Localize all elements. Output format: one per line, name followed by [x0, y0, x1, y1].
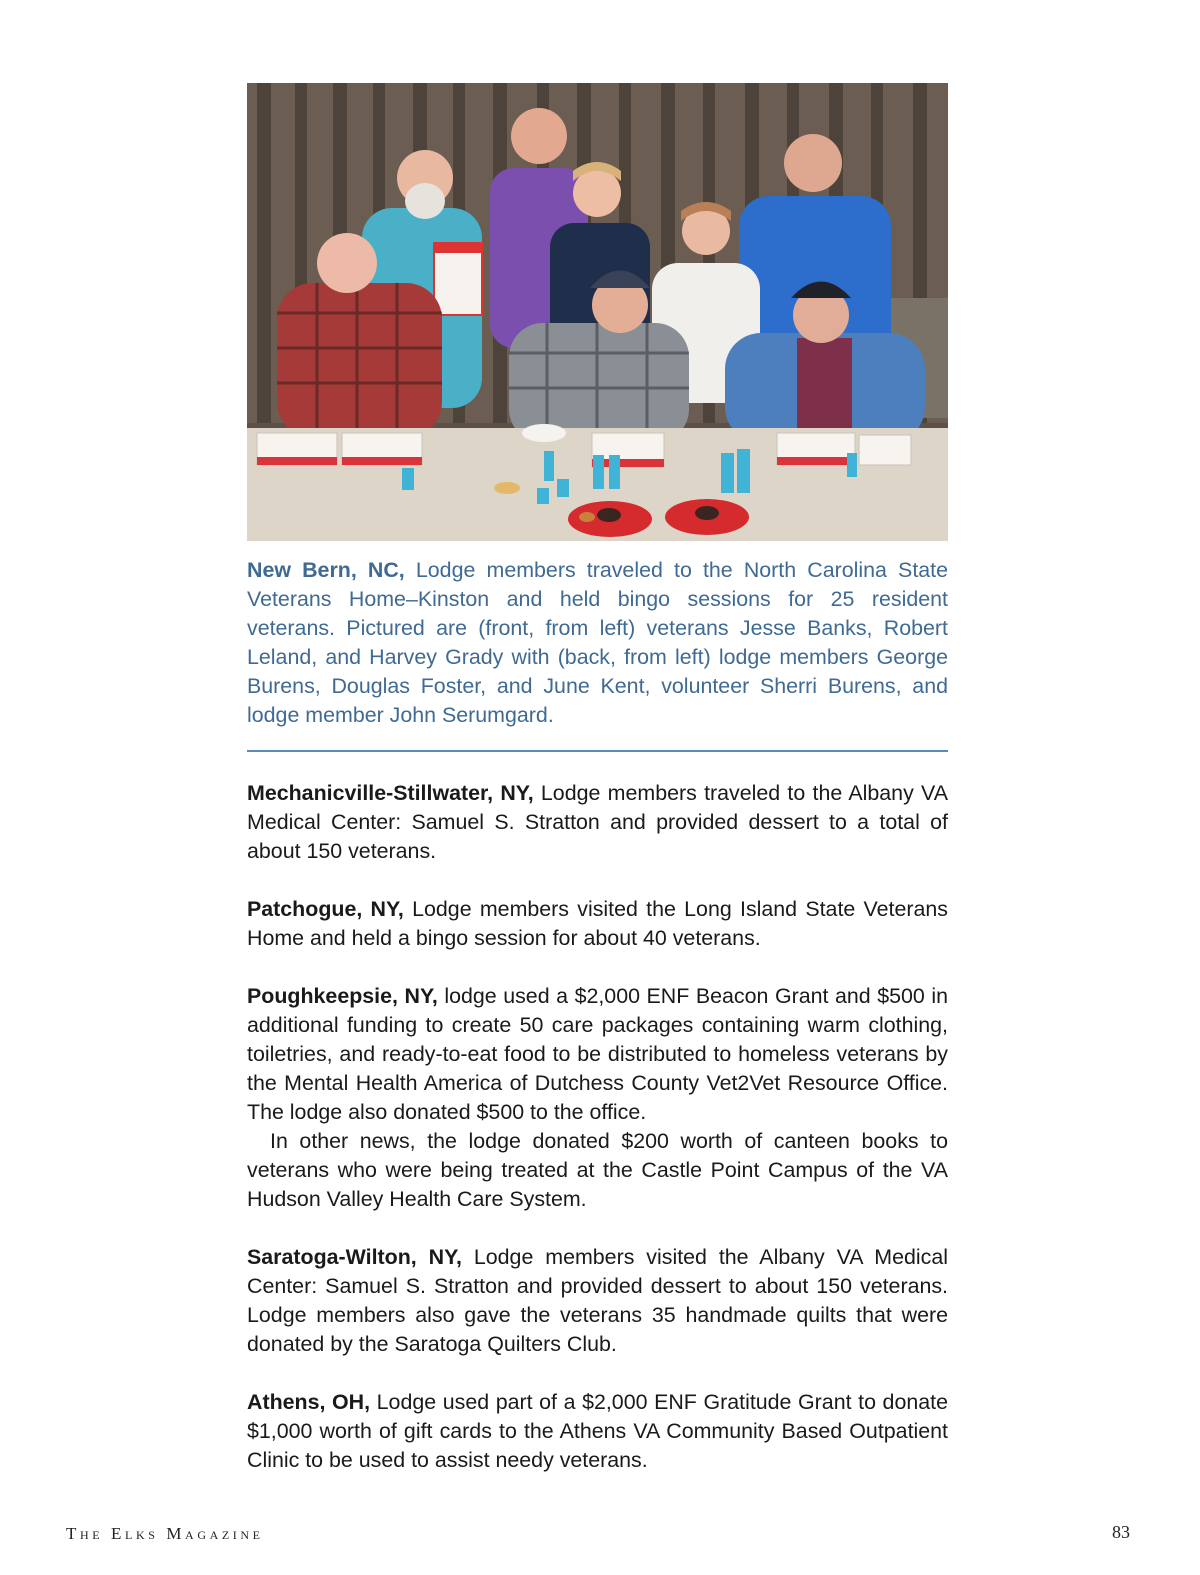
article-location: Saratoga-Wilton, NY, — [247, 1245, 462, 1269]
article-mechanicville — [247, 779, 948, 866]
article-location: Patchogue, NY, — [247, 897, 404, 921]
article-text: Lodge members traveled to the Albany VA Medical Center: Samuel S. Stratton and provided dessert to a total of about 150 veterans. — [247, 781, 948, 863]
caption-location: New Bern, NC, — [247, 558, 405, 582]
article-poughkeepsie — [247, 982, 948, 1214]
article-text: lodge used a $2,000 ENF Beacon Grant and $500 in additional funding to create 50 care packages containing warm clothing, toiletries, and ready-to-eat food to be distributed to homeless veterans by the Mental Health America of Dutchess County Vet2Vet Resource Office. The lodge also donated $500 to the office. — [247, 984, 948, 1124]
article-text: Lodge members visited the Long Island State Veterans Home and held a bingo session for about 40 veterans. — [247, 897, 948, 950]
article-list — [247, 779, 948, 1504]
caption-divider — [247, 750, 948, 752]
article-saratoga-wilton — [247, 1243, 948, 1359]
article-text: Lodge members visited the Albany VA Medical Center: Samuel S. Stratton and provided dessert to about 150 veterans. Lodge members also gave the veterans 35 handmade quilts that were donated by the Saratoga Quilters Club. — [247, 1245, 948, 1356]
article-athens — [247, 1388, 948, 1475]
caption-text: Lodge members traveled to the North Carolina State Veterans Home–Kinston and held bingo sessions for 25 resident veterans. Pictured are (front, from left) veterans Jesse Banks, Robert Leland, and Harvey Grady with (back, from left) lodge members George Burens, Douglas Foster, and June Kent, volunteer Sherri Burens, and lodge member John Serumgard. — [247, 558, 949, 727]
article-location: Poughkeepsie, NY, — [247, 984, 438, 1008]
article-location: Mechanicville-Stillwater, NY, — [247, 781, 534, 805]
page-number: 83 — [1112, 1522, 1130, 1542]
article-text-continued: In other news, the lodge donated $200 worth of canteen books to veterans who were being treated at the Castle Point Campus of the VA Hudson Valley Health Care System. — [247, 1129, 948, 1211]
magazine-title: The Elks Magazine — [66, 1524, 264, 1543]
article-text: Lodge used part of a $2,000 ENF Gratitude Grant to donate $1,000 worth of gift cards to the Athens VA Community Based Outpatient Clinic to be used to assist needy veterans. — [247, 1390, 948, 1472]
group-photo — [247, 83, 948, 541]
photo-caption — [247, 556, 948, 730]
article-location: Athens, OH, — [247, 1390, 371, 1414]
article-patchogue — [247, 895, 948, 953]
